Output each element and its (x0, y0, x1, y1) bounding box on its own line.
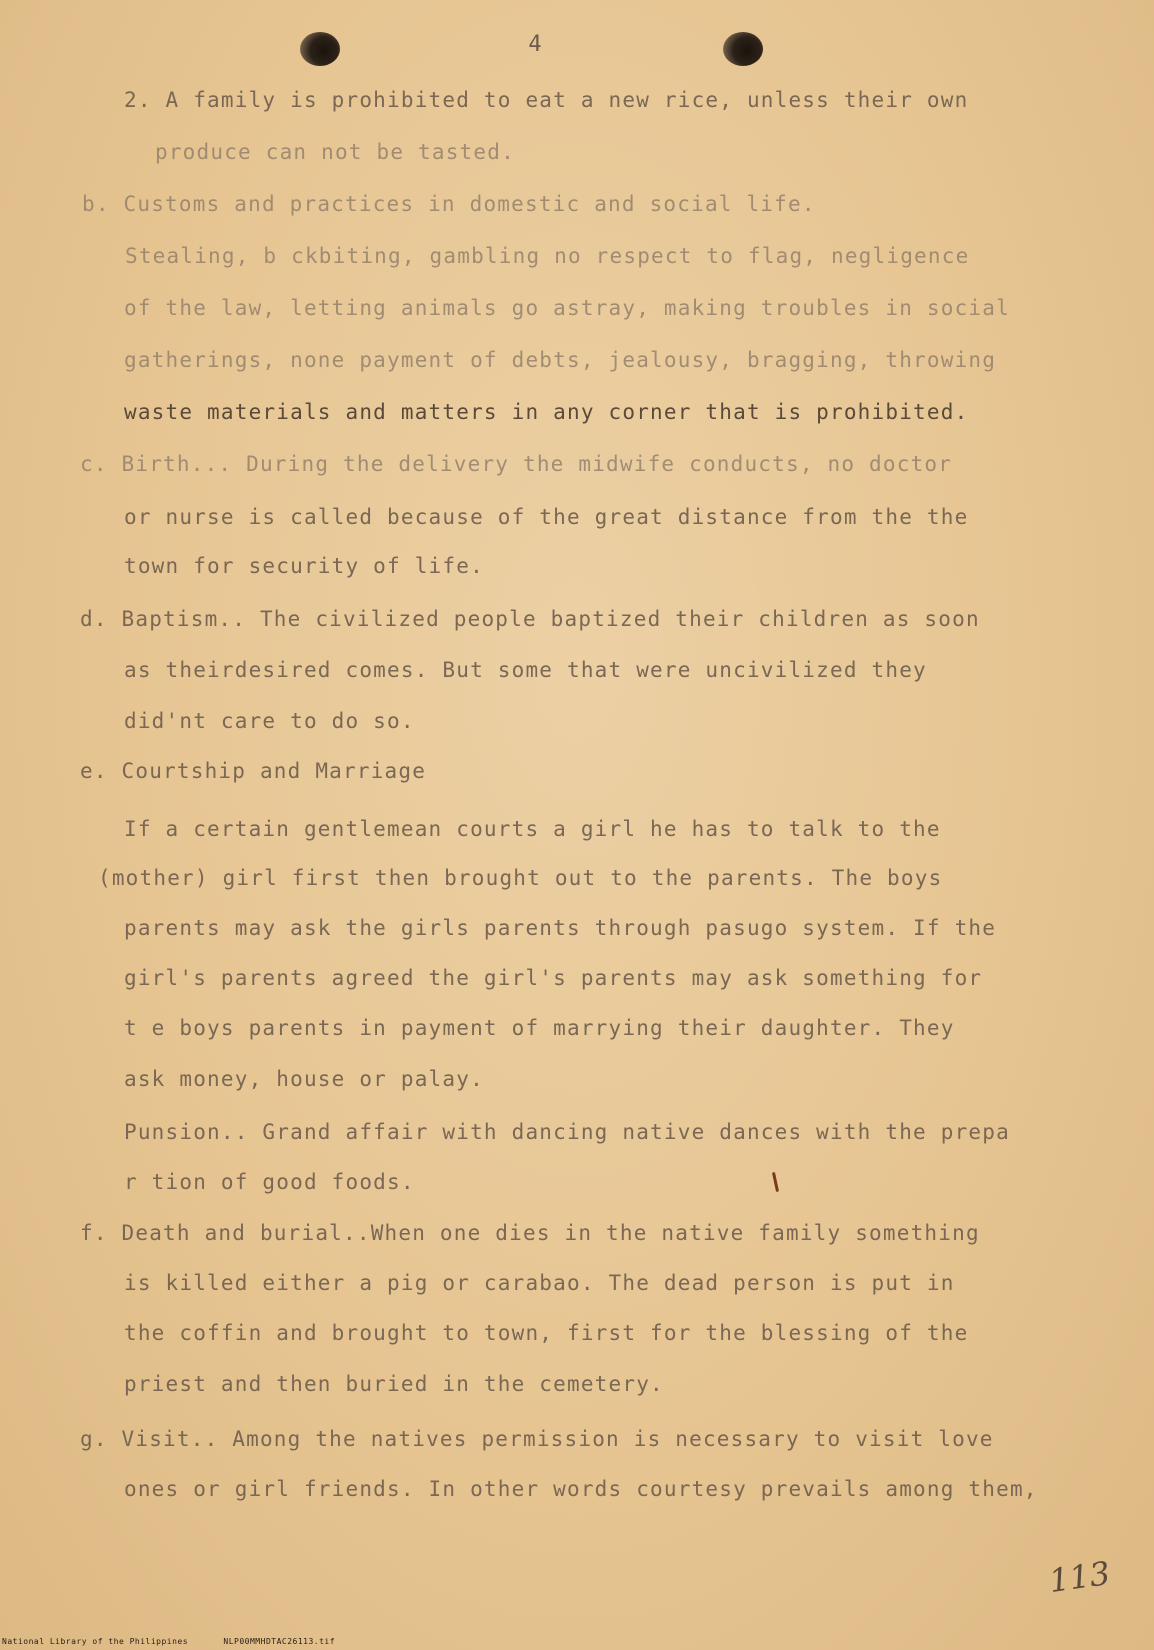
text-line: Stealing, b ckbiting, gambling no respect to flag, negligence (125, 244, 970, 268)
text-line: (mother) girl first then brought out to the parents. The boys (98, 866, 943, 890)
text-line: waste materials and matters in any corner that is prohibited. (124, 400, 969, 424)
text-line: r tion of good foods. (124, 1170, 415, 1194)
text-line: produce can not be tasted. (155, 140, 515, 164)
text-line: the coffin and brought to town, first for the blessing of the (124, 1321, 969, 1345)
footer-filename: NLP00MMHDTAC26113.tif (223, 1637, 336, 1646)
text-line: g. Visit.. Among the natives permission is necessary to visit love (80, 1427, 994, 1451)
text-line: or nurse is called because of the great distance from the the (124, 505, 969, 529)
footer-library: National Library of the Philippines (2, 1637, 189, 1646)
text-line: Punsion.. Grand affair with dancing native dances with the prepa (124, 1120, 1010, 1144)
text-line: 2. A family is prohibited to eat a new rice, unless their own (124, 88, 969, 112)
punch-hole-left (300, 32, 340, 66)
text-line: parents may ask the girls parents through pasugo system. If the (124, 916, 997, 940)
text-line: priest and then buried in the cemetery. (124, 1372, 664, 1396)
text-line: ask money, house or palay. (124, 1067, 484, 1091)
text-line: b. Customs and practices in domestic and social life. (82, 192, 816, 216)
text-line: f. Death and burial..When one dies in the native family something (80, 1221, 980, 1245)
punch-hole-right (723, 32, 763, 66)
text-line: If a certain gentlemean courts a girl he has to talk to the (124, 817, 941, 841)
text-line: e. Courtship and Marriage (80, 759, 427, 783)
text-line: town for security of life. (124, 554, 484, 578)
scan-footer (2, 1637, 365, 1646)
page-number: 4 (528, 32, 542, 57)
text-line: girl's parents agreed the girl's parents may ask something for (124, 966, 983, 990)
text-line: ones or girl friends. In other words courtesy prevails among them, (124, 1477, 1038, 1501)
text-line: d. Baptism.. The civilized people baptized their children as soon (80, 607, 980, 631)
text-line: is killed either a pig or carabao. The dead person is put in (124, 1271, 955, 1295)
text-line: c. Birth... During the delivery the midwife conducts, no doctor (80, 452, 953, 476)
ink-mark (772, 1172, 779, 1192)
handwritten-page-note: 113 (1046, 1553, 1113, 1601)
text-line: did'nt care to do so. (124, 709, 415, 733)
text-line: as theirdesired comes. But some that were uncivilized they (124, 658, 927, 682)
text-line: t e boys parents in payment of marrying their daughter. They (124, 1016, 955, 1040)
text-line: gatherings, none payment of debts, jealousy, bragging, throwing (124, 348, 997, 372)
text-line: of the law, letting animals go astray, making troubles in social (124, 296, 1010, 320)
